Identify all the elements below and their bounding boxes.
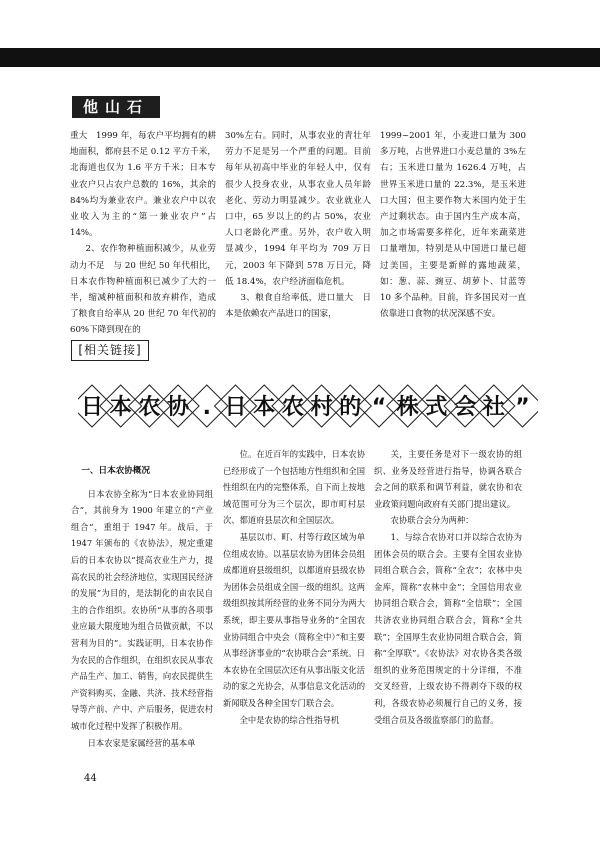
- title-char: [215, 385, 257, 427]
- title-glyph: 日: [224, 395, 247, 420]
- title-char: [157, 385, 199, 427]
- title-char: [272, 385, 314, 427]
- section-heading: 一、日本农协概况: [81, 466, 151, 476]
- title-glyph: 农: [138, 395, 161, 420]
- paragraph: 位。在近百年的实践中，日本农协已经形成了一个包括地方性组织和全国性组织在内的完整体系，自下而上按地域范围可分为三个层次，即市町村层次、都道府县层次和全国层次。: [223, 449, 365, 526]
- title-char: [100, 385, 142, 427]
- page-number: 44: [84, 773, 97, 784]
- title-glyph: 本: [253, 395, 276, 420]
- title-glyph: 农: [281, 395, 304, 420]
- title-char: [128, 385, 170, 427]
- paragraph: 2、农作物种植面积减少，从业劳动力不足 与 20 世纪 50 年代相比，日本农作物种植面积已减少了大约一半，缩减种植面积和放弃耕作，造成了粮食自给率从 20 世纪 70 年代初的 60%下降到现在的: [70, 244, 216, 336]
- title-glyph: 本: [109, 395, 132, 420]
- header-bar: [0, 48, 600, 67]
- title-glyph: 社: [482, 395, 505, 420]
- paragraph: 3、粮食自给率低，进口量大 日本是依赖农产品进口的国家，: [225, 293, 371, 320]
- title-char: [186, 385, 228, 427]
- paragraph: 重大 1999 年，每农户平均拥有的耕地面积，都府县不足 0.12 平方千米，北海道也仅为 1.6 平方千米；日本专业农户只占农户总数的 16%，其余的 84%均为兼业农户。兼业农户中以农业收入为主的“第一兼业农户”占 14%。: [70, 131, 216, 239]
- title-glyph: 日: [80, 395, 104, 420]
- top-column-1: [70, 128, 216, 339]
- title-glyph: 村: [310, 395, 333, 420]
- paragraph: 30%左右。同时，从事农业的青壮年劳力不足是另一个严重的问题。目前每年从初高中毕业的年轻人中，仅有很少人投身农业，从事农业人员年龄老化、劳动力明显减少。农业就业人口中，65 岁以上的约占 50%，农业人口老龄化严重。另外，农户收入明显减少，1994 年平均为 709 万日元，2003 年下降到 578 万日元，降低 18.4%，农户经济面临危机。: [225, 131, 371, 287]
- article-column-1: [71, 461, 213, 751]
- paragraph: 日本农协全称为“日本农业协同组合”，其前身为 1900 年建立的“产业组合”，重组于 1947 年。战后，于 1947 年颁布的《农协法》，规定重建后的日本农协以“提高农业生产力，提高农民的社会经济地位，实现国民经济的发展”为目的，是法制化的由农民自主的合作组织。农协所“从事的各项事业应最大限度地为组合员做贡献，不以营利为目的”。实践证明，日本农协作为农民的合作组织，在组织农民从事农产品生产、加工、销售，向农民提供生产资料购买、金融、共济、技术经营指导等产前、产中、产后服务，促进农村城市化过程中发挥了积极作用。: [71, 488, 213, 731]
- title-glyph: 式: [425, 395, 448, 420]
- paragraph: 1、与综合农协对口并以综合农协为团体会员的联合会。主要有全国农业协同组合联合会，简称“全农”；农林中央金库，简称“农林中金”；全国信用农业协同组合联合会，简称“全信联”；全国共济农业协同组合联合会，简称“全共联”；全国厚生农业协同组合联合会，简称“全厚联”。《农协法》对农协各类各级组织的业务范围规定的十分详细，不准交叉经营，上级农协不得剥夺下级的权利，各级农协必须履行自己的义务，接受组合员及各级监察部门的监督。: [374, 531, 522, 725]
- title-char: [473, 385, 515, 427]
- title-char: [243, 385, 285, 427]
- title-char: [444, 385, 486, 427]
- related-link-label: [相关链接]: [71, 340, 149, 361]
- title-char: [301, 385, 343, 427]
- paragraph: 1999~2001 年，小麦进口量为 300 多万吨，占世界进口小麦总量的 3%左右；玉米进口量为 1626.4 万吨，占世界玉米进口量的 22.3%，是玉米进口大国；但主要作物大米国内处于生产过剩状态。由于国内生产成本高，加之市场需要多样化，近年来蔬菜进口量增加，特别是从中国进口量已超过美国，主要是新鲜的露地蔬菜，如：葱、蒜、豌豆、胡萝卜、甘蓝等 10 多个品种。目前，许多国民对一直依靠进口食物的状况深感不安。: [380, 131, 526, 320]
- title-char: [329, 385, 371, 427]
- article-column-3: [374, 446, 522, 728]
- top-column-2: [225, 128, 371, 322]
- section-badge: 他山石: [72, 96, 160, 118]
- title-char: [415, 385, 457, 427]
- title-glyph: 会: [454, 395, 477, 420]
- paragraph: 基层以市、町、村等行政区域为单位组成农协。以基层农协为团体会员组成都道府县级组织，以都道府县级农协为团体会员组成全国一级的组织。这两级组织按其所经营的业务不同分为两大系统，即主要从事指导业务的“全国农业协同组合中央会（简称全中）”和主要从事经济事业的“农协联合会”系统。日本农协在全国层次还有从事出版文化活动的家之光协会，从事信息文化活动的新闻联及各种全国专门联合会。: [223, 531, 365, 708]
- title-char: [358, 385, 400, 427]
- paragraph: 关，主要任务是对下一级农协的组织、业务及经营进行指导，协调各联合会之间的联系和调节利益，就农协和农业政策问题向政府有关部门提出建议。: [374, 449, 522, 509]
- title-glyph: 的: [339, 395, 362, 420]
- title-glyph: .: [202, 395, 211, 420]
- title-char: [78, 385, 113, 427]
- paragraph: 农协联合会分为两种：: [390, 515, 474, 526]
- article-column-2: [223, 446, 365, 728]
- title-glyph: ”: [515, 395, 530, 420]
- title-char: [502, 385, 539, 427]
- top-column-3: [380, 128, 526, 322]
- title-char: [387, 385, 429, 427]
- paragraph: 日本农家是家属经营的基本单: [87, 737, 196, 748]
- title-glyph: 协: [167, 395, 190, 420]
- title-glyph: “: [371, 395, 387, 420]
- paragraph: 全中是农协的综合性指导机: [239, 714, 340, 725]
- article-title: [78, 378, 538, 434]
- title-glyph: 株: [396, 395, 419, 420]
